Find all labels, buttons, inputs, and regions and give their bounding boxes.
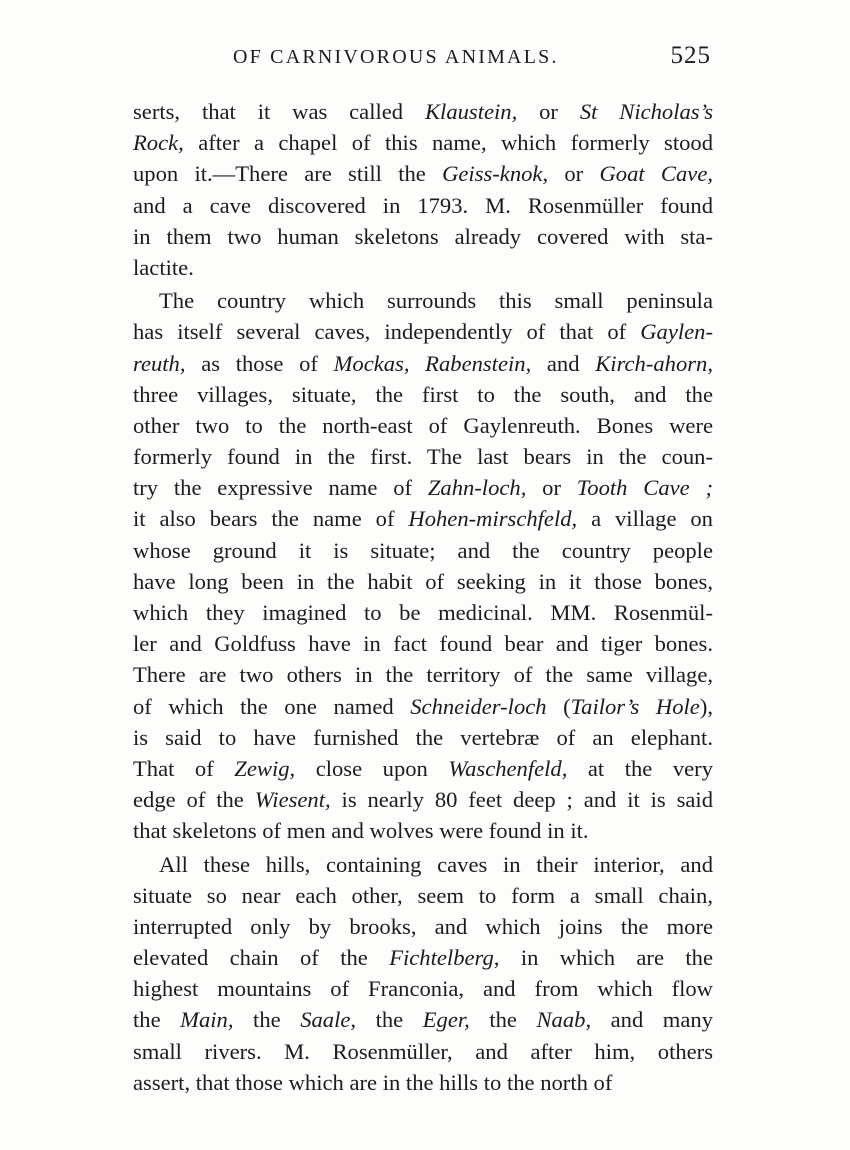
text-run: upon it.—There are still the (133, 161, 443, 187)
text-run: the (356, 1007, 423, 1033)
italic-text: Wiesent, (254, 787, 331, 813)
text-line (133, 880, 713, 911)
italic-text: Eger, (422, 1007, 470, 1033)
text-line (133, 158, 713, 189)
text-line (133, 441, 713, 472)
italic-text: Hohen-mirschfeld, (408, 506, 578, 532)
text-run: after a chapel of this name, which formerly stood (183, 130, 713, 156)
text-run: has itself several caves, independently of that of (133, 319, 641, 345)
text-line (133, 691, 713, 722)
italic-text: Tooth Cave ; (576, 475, 714, 501)
paragraph (133, 849, 713, 1099)
text-line (133, 722, 713, 753)
text-line (133, 911, 713, 942)
italic-text: St Nicholas’s (579, 99, 714, 124)
italic-text: Fichtelberg, (389, 945, 500, 971)
text-line (133, 410, 713, 441)
italic-text: Main, (180, 1007, 234, 1033)
text-run: There are two others in the territory of the same village, (133, 662, 713, 688)
text-line (133, 628, 713, 659)
text-line (133, 348, 713, 379)
text-line (133, 1036, 713, 1067)
text-run: edge of the (133, 787, 255, 813)
text-line (133, 566, 713, 597)
italic-text: Zewig, (234, 755, 296, 781)
text-line (133, 379, 713, 410)
text-run: a village on (577, 506, 713, 532)
text-run: situate so near each other, seem to form a small chain, (133, 882, 713, 908)
italic-text: Kirch-ahorn, (595, 350, 713, 376)
text-run: try the expressive name of (133, 475, 428, 501)
text-run: ler and Goldfuss have in fact found bear and tiger bones. (133, 631, 713, 657)
text-run: and (531, 350, 596, 376)
text-line (133, 472, 713, 503)
italic-text: Schneider-loch (410, 693, 547, 719)
text-line (133, 849, 713, 880)
text-run: highest mountains of Franconia, and from which flow (133, 976, 713, 1002)
text-run: serts, that it was called (133, 99, 425, 124)
text-line (133, 190, 713, 221)
text-line (133, 815, 713, 846)
body-text (133, 96, 713, 1098)
text-run: or (517, 99, 580, 124)
text-run: which they imagined to be medicinal. MM. Rosenmül- (133, 600, 713, 625)
text-run: whose ground it is situate; and the country people (133, 537, 713, 563)
text-run: The country which surrounds this small peninsula (159, 288, 713, 314)
text-line (133, 753, 713, 784)
text-line (133, 285, 713, 316)
text-run: the (469, 1007, 537, 1033)
text-run: That of (133, 755, 235, 781)
text-line (133, 1004, 713, 1035)
text-run: the (233, 1007, 301, 1033)
text-run: other two to the north-east of Gaylenreuth. Bones were (133, 412, 713, 438)
italic-text: Rock, (133, 130, 184, 156)
text-line (133, 252, 713, 283)
text-line (133, 659, 713, 690)
text-run: All these hills, containing caves in their interior, and (159, 851, 713, 877)
text-run: elevated chain of the (133, 945, 390, 971)
text-run: in which are the (499, 945, 713, 971)
text-run: the (133, 1007, 181, 1033)
italic-text: Waschenfeld, (448, 755, 568, 781)
page-number: 525 (670, 42, 711, 69)
italic-text: Naab, (536, 1007, 592, 1033)
text-run: or (548, 161, 600, 187)
italic-text: Zahn-loch, (427, 475, 527, 501)
text-run: interrupted only by brooks, and which joins the more (133, 913, 713, 939)
text-line (133, 503, 713, 534)
italic-text: Gaylen- (640, 319, 713, 345)
text-run: small rivers. M. Rosenmüller, and after him, others (133, 1038, 713, 1064)
text-run: as those of (185, 350, 334, 376)
italic-text: Saale, (300, 1007, 357, 1033)
text-line (133, 316, 713, 347)
paragraph (133, 285, 713, 846)
text-run: and a cave discovered in 1793. M. Rosenmüller found (133, 192, 713, 218)
italic-text: reuth, (133, 350, 186, 376)
text-line (133, 221, 713, 252)
text-run: is said to have furnished the vertebræ of an elephant. (133, 724, 713, 750)
paragraph (133, 96, 713, 283)
italic-text: Klaustein, (424, 99, 518, 124)
text-line (133, 96, 713, 127)
text-run: assert, that those which are in the hills to the north of (133, 1069, 613, 1095)
text-run: or (526, 475, 577, 501)
page-header (133, 42, 711, 78)
text-line (133, 973, 713, 1004)
running-title: OF CARNIVOROUS ANIMALS. (233, 46, 559, 68)
text-run: lactite. (133, 254, 194, 280)
text-run: ( (546, 693, 571, 719)
text-run: have long been in the habit of seeking in it those bones, (133, 568, 713, 594)
text-run: three villages, situate, the first to the south, and the (133, 381, 713, 407)
text-line (133, 127, 713, 158)
italic-text: Geiss-knok, (442, 161, 549, 187)
text-run: of which the one named (133, 693, 411, 719)
italic-text: Mockas, Rabenstein, (333, 350, 532, 376)
text-run: it also bears the name of (133, 506, 409, 532)
italic-text: Tailor’s Hole (570, 693, 700, 719)
text-run: ), (699, 693, 713, 719)
text-run: in them two human skeletons already covered with sta- (133, 223, 713, 249)
text-run: close upon (295, 755, 449, 781)
text-line (133, 597, 713, 628)
text-run: is nearly 80 feet deep ; and it is said (330, 787, 713, 813)
text-line (133, 535, 713, 566)
text-run: and many (591, 1007, 713, 1033)
text-line (133, 784, 713, 815)
text-line (133, 942, 713, 973)
italic-text: Goat Cave, (599, 161, 713, 187)
text-run: formerly found in the first. The last bears in the coun- (133, 444, 713, 470)
text-line (133, 1067, 713, 1098)
text-run: at the very (567, 755, 713, 781)
text-run: that skeletons of men and wolves were found in it. (133, 818, 589, 844)
